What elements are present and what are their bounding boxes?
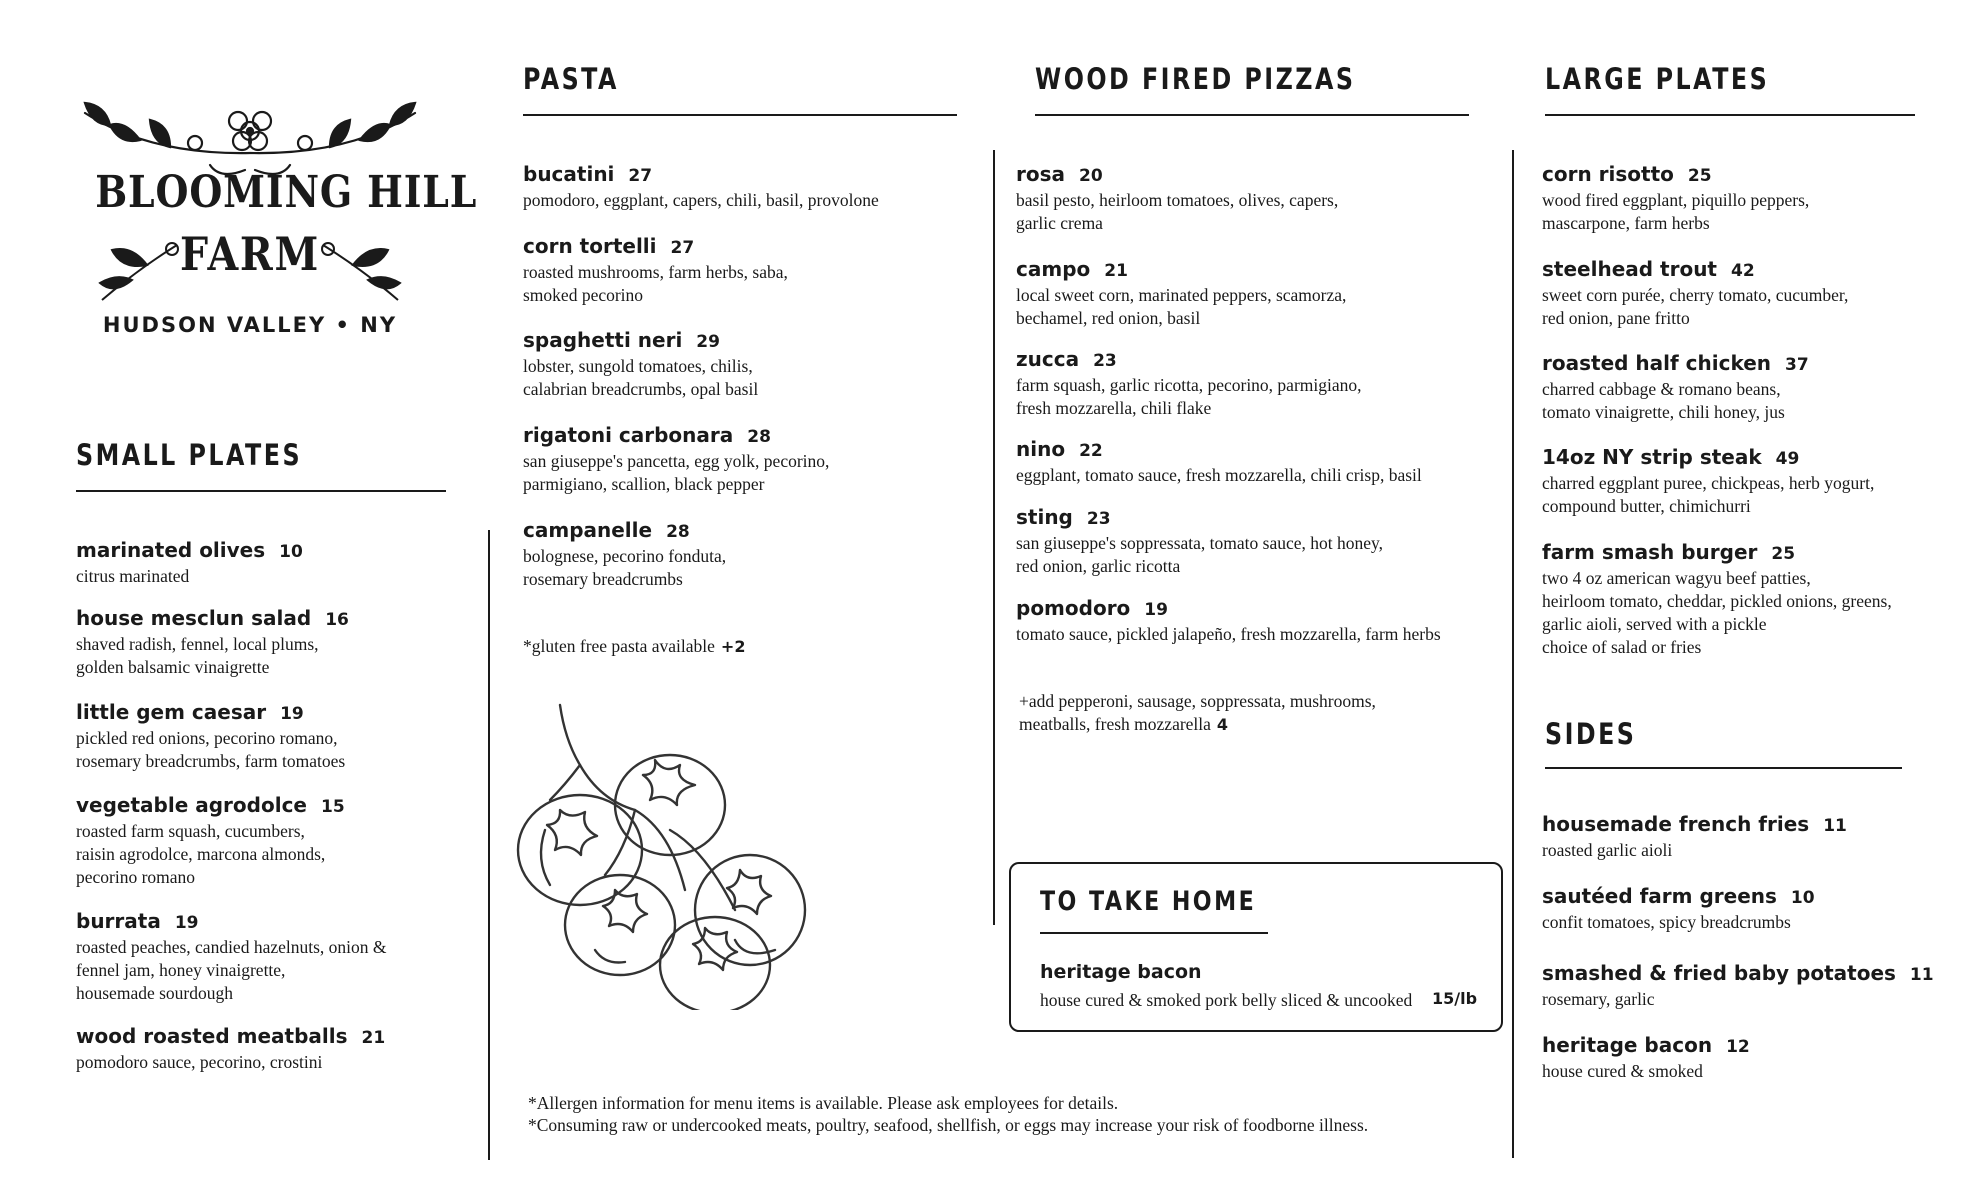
small-plate-item	[76, 793, 345, 889]
pizza-item-name	[1016, 257, 1346, 283]
pizza-item-desc: farm squash, garlic ricotta, pecorino, parmigiano, fresh mozzarella, chili flake	[1016, 375, 1362, 418]
pizza-item-price: 21	[1104, 261, 1128, 281]
side-item-name	[1542, 812, 1847, 838]
logo-line-1: BLOOMING HILL	[95, 167, 478, 218]
small-plate-item	[76, 909, 387, 1005]
side-item-title: housemade french fries	[1542, 812, 1810, 836]
large-plates-rule	[1545, 114, 1915, 116]
small-plate-item-desc: pickled red onions, pecorino romano, rosemary breadcrumbs, farm tomatoes	[76, 728, 346, 771]
small-plate-item	[76, 1024, 385, 1074]
leaf-sprig-left-icon	[92, 235, 182, 305]
sides-title: SIDES	[1545, 717, 1637, 751]
large-plate-item-name	[1542, 540, 1892, 566]
pizzas-note-text: +add pepperoni, sausage, soppressata, mushrooms, meatballs, fresh mozzarella	[1019, 691, 1376, 734]
pasta-item-price: 27	[628, 166, 653, 186]
pasta-item-desc: roasted mushrooms, farm herbs, saba, smoked pecorino	[523, 262, 788, 305]
pasta-item-title: campanelle	[523, 518, 653, 542]
small-plate-item-price: 21	[361, 1028, 386, 1048]
small-plate-item	[76, 606, 349, 679]
pizza-item-name	[1016, 437, 1422, 463]
large-plate-item-name	[1542, 257, 1848, 283]
small-plate-item-title: little gem caesar	[76, 700, 267, 724]
small-plate-item-price: 10	[279, 542, 303, 562]
small-plate-item-name	[76, 538, 303, 564]
farm-logo	[70, 95, 478, 345]
large-plate-item-name	[1542, 445, 1874, 471]
pasta-item-price: 28	[666, 522, 690, 542]
divider-right	[1512, 150, 1514, 1158]
large-plate-item-desc: two 4 oz american wagyu beef patties, heirloom tomato, cheddar, pickled onions, greens, garlic aioli, served with a pickle choice of salad or fries	[1542, 568, 1892, 657]
side-item-desc: roasted garlic aioli	[1542, 840, 1673, 860]
large-plate-item	[1542, 351, 1809, 424]
side-item-title: sautéed farm greens	[1542, 884, 1777, 908]
small-plate-item-desc: citrus marinated	[76, 566, 190, 586]
side-item-price: 10	[1790, 888, 1815, 908]
pizza-item-price: 23	[1086, 509, 1111, 529]
pasta-note-text: *gluten free pasta available	[523, 636, 715, 656]
pizza-item-desc: eggplant, tomato sauce, fresh mozzarella, chili crisp, basil	[1016, 465, 1422, 485]
footer-allergen-note: *Allergen information for menu items is available. Please ask employees for details.	[528, 1093, 1119, 1113]
pasta-item-title: spaghetti neri	[523, 328, 683, 352]
pizza-item-name	[1016, 347, 1362, 373]
small-plate-item-title: house mesclun salad	[76, 606, 312, 630]
side-item-desc: house cured & smoked	[1542, 1061, 1703, 1081]
small-plate-item-title: vegetable agrodolce	[76, 793, 307, 817]
pasta-gluten-note	[523, 612, 745, 658]
small-plate-item-title: marinated olives	[76, 538, 266, 562]
pasta-item-name	[523, 423, 829, 449]
large-plate-item	[1542, 540, 1892, 659]
pasta-note-price: +2	[720, 637, 746, 656]
pizzas-title: WOOD FIRED PIZZAS	[1035, 62, 1356, 96]
small-plate-item-price: 19	[280, 704, 304, 724]
small-plate-item-name	[76, 606, 349, 632]
pizza-item-title: sting	[1016, 505, 1073, 529]
small-plate-item-desc: pomodoro sauce, pecorino, crostini	[76, 1052, 323, 1072]
pasta-item-desc: pomodoro, eggplant, capers, chili, basil, provolone	[523, 190, 879, 210]
pizzas-note-price: 4	[1216, 715, 1229, 734]
small-plate-item-name	[76, 1024, 385, 1050]
pasta-item-price: 27	[670, 238, 695, 258]
pizza-item	[1016, 257, 1346, 330]
large-plate-item-title: steelhead trout	[1542, 257, 1717, 281]
pasta-rule	[523, 114, 957, 116]
small-plate-item	[76, 700, 345, 773]
tomato-vine-icon	[505, 700, 835, 1010]
pizza-item	[1016, 347, 1362, 420]
large-plate-item-title: roasted half chicken	[1542, 351, 1772, 375]
small-plate-item-price: 16	[325, 610, 349, 630]
small-plate-item-desc: roasted farm squash, cucumbers, raisin agrodolce, marcona almonds, pecorino romano	[76, 821, 326, 887]
large-plate-item	[1542, 445, 1874, 518]
divider-left	[488, 530, 490, 1160]
pasta-item-desc: lobster, sungold tomatoes, chilis, calabrian breadcrumbs, opal basil	[523, 356, 759, 399]
small-plate-item-title: wood roasted meatballs	[76, 1024, 348, 1048]
large-plate-item-price: 37	[1785, 355, 1809, 375]
pizza-item-price: 20	[1079, 166, 1103, 186]
large-plate-item-desc: charred cabbage & romano beans, tomato vinaigrette, chili honey, jus	[1542, 379, 1785, 422]
small-plate-item-name	[76, 700, 345, 726]
pizza-item-name	[1016, 162, 1338, 188]
small-plate-item-price: 19	[174, 913, 199, 933]
large-plate-item-price: 42	[1731, 261, 1755, 281]
pasta-item-title: corn tortelli	[523, 234, 657, 258]
pasta-item-price: 28	[747, 427, 771, 447]
pizza-item	[1016, 505, 1383, 578]
large-plate-item-price: 49	[1775, 449, 1800, 469]
take-home-rule	[1040, 932, 1268, 934]
take-home-item-desc: house cured & smoked pork belly sliced & uncooked	[1040, 990, 1413, 1010]
small-plates-title: SMALL PLATES	[76, 438, 303, 472]
logo-location: HUDSON VALLEY • NY	[102, 313, 398, 337]
small-plate-item-desc: roasted peaches, candied hazelnuts, onion & fennel jam, honey vinaigrette, housemade sourdough	[76, 937, 387, 1003]
side-item-name	[1542, 961, 1934, 987]
pasta-item	[523, 234, 788, 307]
small-plate-item-name	[76, 909, 387, 935]
small-plate-item-desc: shaved radish, fennel, local plums, golden balsamic vinaigrette	[76, 634, 319, 677]
small-plate-item-price: 15	[321, 797, 345, 817]
leaf-sprig-right-icon	[318, 235, 408, 305]
large-plate-item-desc: charred eggplant puree, chickpeas, herb yogurt, compound butter, chimichurri	[1542, 473, 1875, 516]
divider-middle	[993, 150, 995, 925]
pizza-item-desc: basil pesto, heirloom tomatoes, olives, capers, garlic crema	[1016, 190, 1339, 233]
side-item-price: 11	[1909, 965, 1934, 985]
pasta-item-name	[523, 162, 879, 188]
pizza-item-name	[1016, 505, 1383, 531]
pizza-item	[1016, 596, 1441, 646]
small-plate-item-name	[76, 793, 345, 819]
large-plates-title: LARGE PLATES	[1545, 62, 1770, 96]
pizza-item	[1016, 162, 1338, 235]
pizza-item-title: campo	[1016, 257, 1091, 281]
pizza-item-price: 23	[1093, 351, 1117, 371]
pasta-item	[523, 328, 758, 401]
large-plate-item-name	[1542, 162, 1809, 188]
pasta-title: PASTA	[523, 62, 619, 96]
small-plates-rule	[76, 490, 446, 492]
take-home-title: TO TAKE HOME	[1040, 886, 1257, 917]
pasta-item-title: bucatini	[523, 162, 615, 186]
logo-line-2: FARM	[179, 227, 321, 281]
pizza-item-price: 19	[1144, 600, 1168, 620]
side-item	[1542, 812, 1847, 862]
pizza-item-price: 22	[1079, 441, 1103, 461]
side-item-desc: rosemary, garlic	[1542, 989, 1655, 1009]
pizza-item	[1016, 437, 1422, 487]
side-item-price: 12	[1726, 1037, 1750, 1057]
footer-consumption-warning: *Consuming raw or undercooked meats, poultry, seafood, shellfish, or eggs may increase your risk of foodborne illness.	[528, 1115, 1369, 1135]
pasta-item-desc: bolognese, pecorino fonduta, rosemary breadcrumbs	[523, 546, 727, 589]
large-plate-item-title: corn risotto	[1542, 162, 1674, 186]
large-plate-item-title: farm smash burger	[1542, 540, 1758, 564]
pizza-item-name	[1016, 596, 1441, 622]
small-plate-item-title: burrata	[76, 909, 161, 933]
pizza-item-desc: tomato sauce, pickled jalapeño, fresh mozzarella, farm herbs	[1016, 624, 1441, 644]
side-item-name	[1542, 1033, 1750, 1059]
side-item-name	[1542, 884, 1815, 910]
large-plate-item-price: 25	[1687, 166, 1712, 186]
large-plate-item	[1542, 257, 1848, 330]
pizzas-rule	[1035, 114, 1469, 116]
pizza-item-title: pomodoro	[1016, 596, 1131, 620]
take-home-item-name: heritage bacon	[1040, 961, 1202, 983]
side-item-title: heritage bacon	[1542, 1033, 1713, 1057]
pasta-item	[523, 423, 829, 496]
pizza-item-desc: local sweet corn, marinated peppers, scamorza, bechamel, red onion, basil	[1016, 285, 1347, 328]
pasta-item	[523, 162, 879, 212]
side-item-price: 11	[1823, 816, 1847, 836]
large-plate-item-desc: sweet corn purée, cherry tomato, cucumber, red onion, pane fritto	[1542, 285, 1849, 328]
large-plate-item-title: 14oz NY strip steak	[1542, 445, 1762, 469]
side-item-title: smashed & fried baby potatoes	[1542, 961, 1896, 985]
large-plate-item-desc: wood fired eggplant, piquillo peppers, mascarpone, farm herbs	[1542, 190, 1810, 233]
take-home-item-price: 15/lb	[1432, 989, 1478, 1008]
pizza-item-title: zucca	[1016, 347, 1080, 371]
side-item	[1542, 1033, 1750, 1083]
pasta-item-price: 29	[696, 332, 720, 352]
pasta-item-name	[523, 328, 758, 354]
large-plate-item	[1542, 162, 1809, 235]
large-plate-item-name	[1542, 351, 1809, 377]
pizzas-addon-note	[1019, 667, 1376, 736]
pasta-item-name	[523, 518, 726, 544]
pasta-item-title: rigatoni carbonara	[523, 423, 734, 447]
pizza-item-desc: san giuseppe's soppressata, tomato sauce, hot honey, red onion, garlic ricotta	[1016, 533, 1384, 576]
pizza-item-title: rosa	[1016, 162, 1066, 186]
pasta-item-desc: san giuseppe's pancetta, egg yolk, pecorino, parmigiano, scallion, black pepper	[523, 451, 830, 494]
pasta-item-name	[523, 234, 788, 260]
small-plate-item	[76, 538, 303, 588]
pasta-item	[523, 518, 726, 591]
pizza-item-title: nino	[1016, 437, 1066, 461]
large-plate-item-price: 25	[1771, 544, 1796, 564]
side-item	[1542, 961, 1934, 1011]
sides-rule	[1545, 767, 1902, 769]
side-item-desc: confit tomatoes, spicy breadcrumbs	[1542, 912, 1791, 932]
side-item	[1542, 884, 1815, 934]
